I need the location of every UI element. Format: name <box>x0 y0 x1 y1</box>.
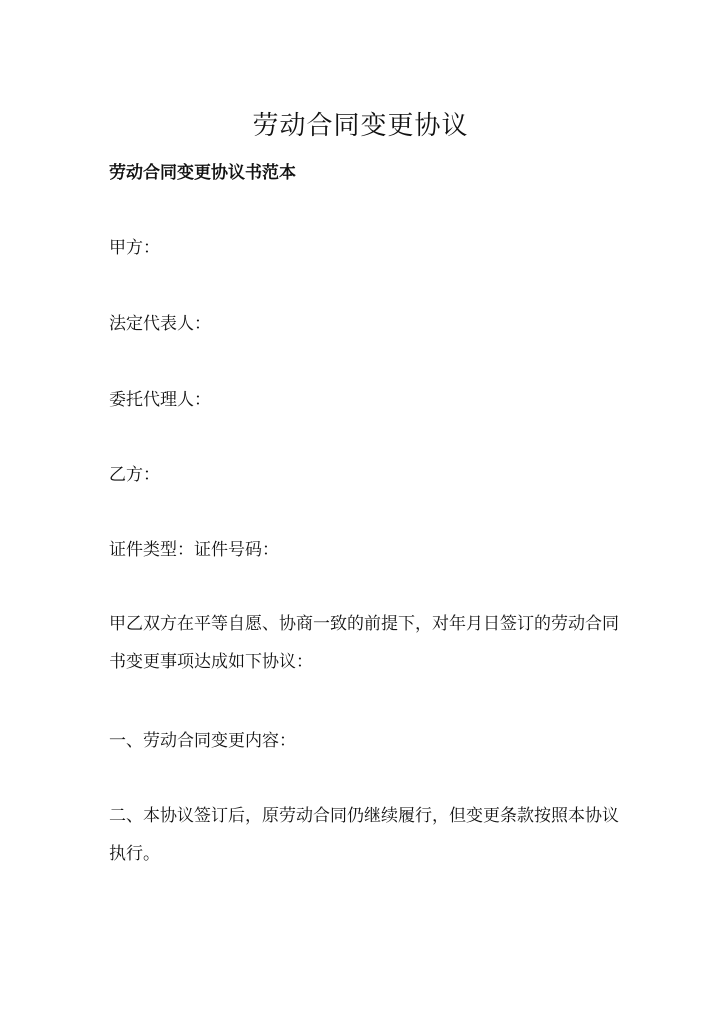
document-title: 劳动合同变更协议 <box>252 111 469 141</box>
legal-representative-label: 法定代表人： <box>109 314 211 334</box>
document-subtitle: 劳动合同变更协议书范本 <box>109 163 296 183</box>
clause-two: 二、本协议签订后，原劳动合同仍继续履行，但变更条款按照本协议执行。 <box>109 806 619 864</box>
authorized-agent-label: 委托代理人： <box>109 390 211 410</box>
party-b-label: 乙方： <box>109 465 160 485</box>
party-a-label: 甲方： <box>109 238 160 258</box>
id-type-number-label: 证件类型：证件号码： <box>109 540 279 560</box>
clause-one: 一、劳动合同变更内容： <box>109 731 296 751</box>
intro-paragraph: 甲乙双方在平等自愿、协商一致的前提下，对年月日签订的劳动合同书变更事项达成如下协议： <box>109 614 619 672</box>
